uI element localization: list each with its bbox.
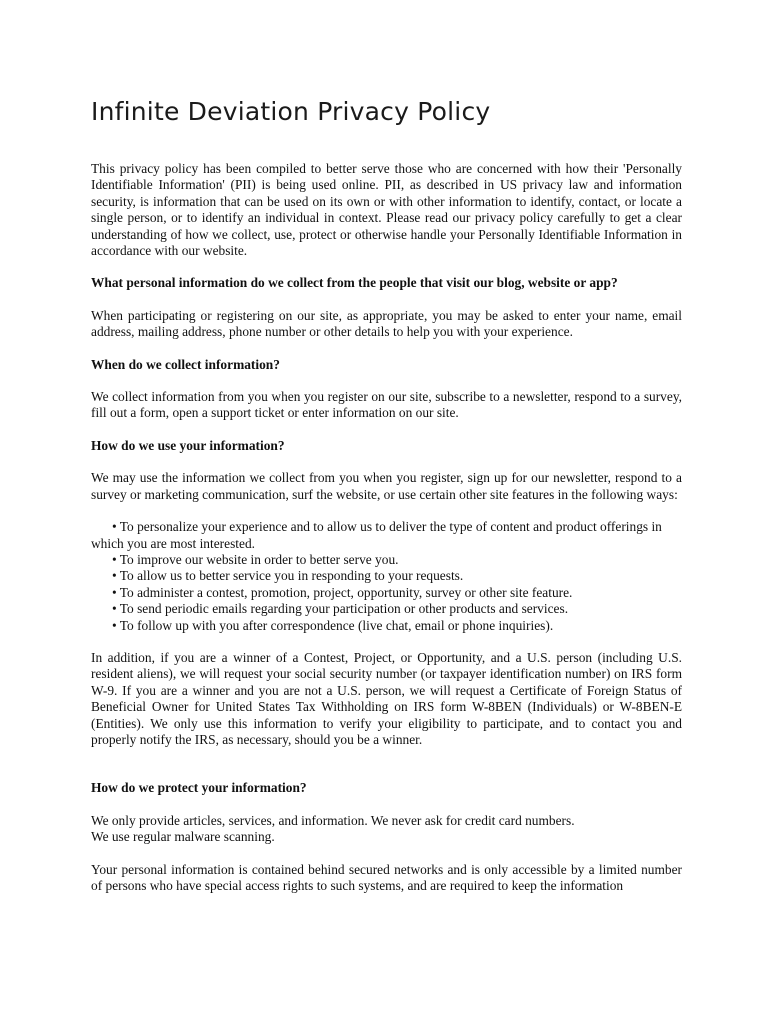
policy-body [91,161,682,910]
intro-paragraph: This privacy policy has been compiled to better serve those who are concerned with how their 'Personally Identifiable Information' (PII) is being used online. PII, as described in US privacy law and information security, is information that can be used on its own or with other information to identify, contact, or locate a single person, or to identify an individual in context. Please read our privacy policy carefully to get a clear understanding of how we collect, use, protect or otherwise handle your Personally Identifiable Information in accordance with our website. [91,161,682,259]
section-text-protect-line2: We use regular malware scanning. [91,829,275,845]
section-text-collect-what: When participating or registering on our site, as appropriate, you may be asked to enter your name, email address, mailing address, phone number or other details to help you with your experience. [91,307,682,340]
list-item: • To administer a contest, promotion, project, opportunity, survey or other site feature. [112,584,573,600]
list-item: • To send periodic emails regarding your participation or other products and services. [112,601,569,617]
use-bullet-list [91,519,682,634]
list-item: • To personalize your experience and to allow us to deliver the type of content and product offerings in which you are most interested. [91,519,662,551]
section-text-protect: Your personal information is contained behind secured networks and is only accessible by a limited number of persons who have special access rights to such systems, and are required to keep the information [91,861,682,893]
section-heading-protect: How do we protect your information? [91,780,307,796]
list-item: • To improve our website in order to better serve you. [112,551,399,567]
section-text-winners: In addition, if you are a winner of a Contest, Project, or Opportunity, and a U.S. person (including U.S. resident aliens), we will request your social security number (or taxpayer identification number) on IRS form W-9. If you are a winner and you are not a U.S. person, we will request a Certificate of Foreign Status of Beneficial Owner for United States Tax Withholding on IRS form W-8BEN (Individuals) or W-8BEN-E (Entities). We only use this information to verify your eligibility to participate, and to contact you and properly notify the IRS, as necessary, should you be a winner. [91,649,682,747]
list-item: • To allow us to better service you in responding to your requests. [112,568,464,584]
section-heading-use: How do we use your information? [91,437,285,453]
section-text-protect-line1: We only provide articles, services, and information. We never ask for credit card numbers. [91,812,575,828]
section-heading-collect-what: What personal information do we collect from the people that visit our blog, website or app? [91,275,618,291]
section-text-collect-when: We collect information from you when you register on our site, subscribe to a newsletter, respond to a survey, fill out a form, open a support ticket or enter information on our site. [91,389,682,421]
list-item: • To follow up with you after correspondence (live chat, email or phone inquiries). [112,617,554,633]
section-text-use: We may use the information we collect from you when you register, sign up for our newsletter, respond to a survey or marketing communication, surf the website, or use certain other site features in the following ways: [91,470,682,502]
page-title: Infinite Deviation Privacy Policy [91,97,491,126]
section-heading-collect-when: When do we collect information? [91,356,280,372]
